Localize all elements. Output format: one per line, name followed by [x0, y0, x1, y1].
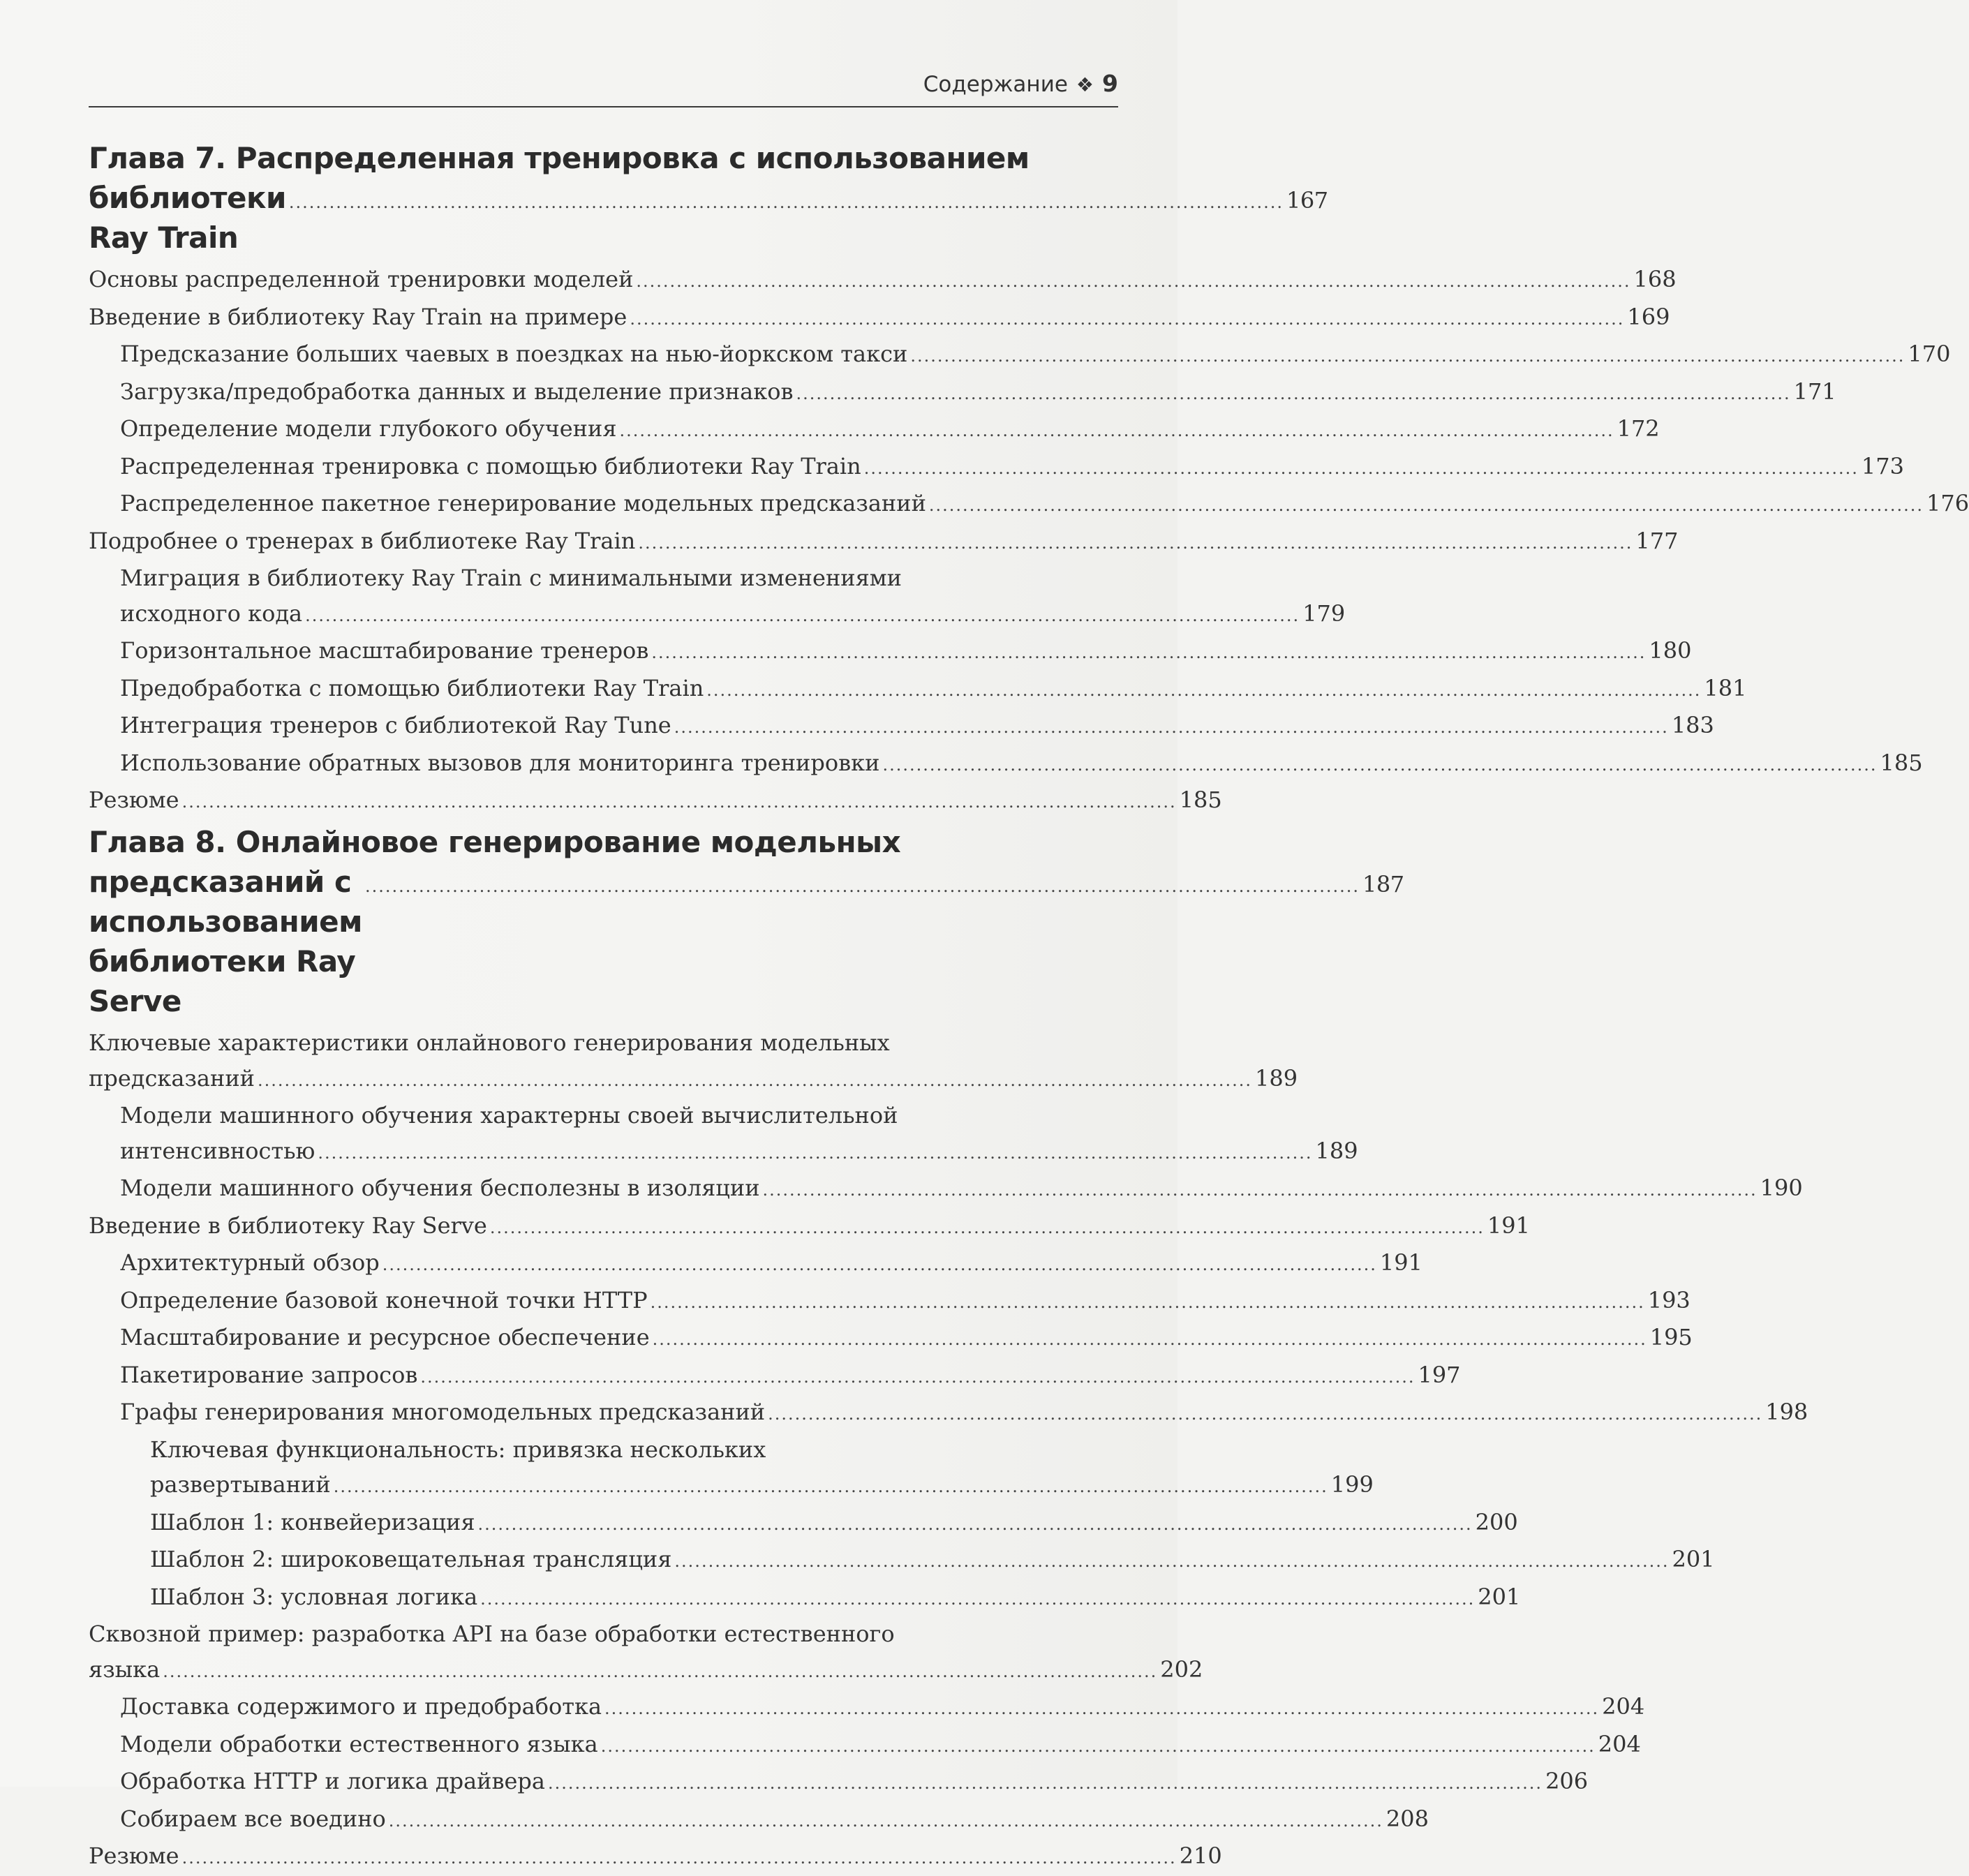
header-title: Содержание [923, 72, 1068, 97]
chapter-title[interactable] [89, 138, 1328, 258]
toc-entry[interactable] [89, 633, 1692, 671]
entry-title-line1[interactable]: Ключевые характеристики онлайнового генерирования модельных [89, 1029, 890, 1056]
toc-entry[interactable] [89, 1283, 1691, 1320]
toc-entry[interactable] [89, 1357, 1461, 1395]
leader-dots: .................................................................................................................................................... [181, 792, 1177, 812]
toc-entry[interactable] [89, 1467, 1374, 1505]
entry-title: Пакетирование запросов [120, 1361, 418, 1388]
leader-dots: .................................................................................................................................................... [762, 1180, 1758, 1200]
leader-dots: .................................................................................................................................................... [480, 1588, 1476, 1609]
toc-entry[interactable] [89, 411, 1660, 449]
entry-title-line1[interactable]: Ключевая функциональность: привязка нескольких [150, 1436, 766, 1463]
toc-entry[interactable] [89, 336, 1951, 374]
entry-page: 185 [1179, 787, 1222, 813]
leader-dots: .................................................................................................................................................... [489, 1217, 1485, 1237]
entry-page: 179 [1302, 600, 1346, 627]
toc-entry[interactable] [89, 1652, 1203, 1690]
leader-dots: .................................................................................................................................................... [333, 1477, 1328, 1496]
entry-page: 189 [1255, 1064, 1298, 1092]
entry-page: 204 [1598, 1730, 1641, 1757]
entry-page: 173 [1861, 452, 1904, 479]
chapter-title-line1: Глава 8. Онлайновое генерирование модельных [89, 825, 901, 859]
leader-dots: .................................................................................................................................................... [547, 1773, 1543, 1793]
entry-page: 202 [1160, 1655, 1203, 1683]
entry-title: Загрузка/предобработка данных и выделение признаков [120, 378, 794, 405]
toc-entry[interactable] [89, 708, 1714, 745]
toc-entry[interactable] [89, 596, 1346, 634]
header-page-number: 9 [1102, 70, 1118, 97]
toc-entry[interactable] [89, 1689, 1645, 1727]
entry-title: Горизонтальное масштабирование тренеров [120, 637, 649, 664]
leader-dots: .................................................................................................................................................... [318, 1142, 1313, 1163]
leader-dots: .................................................................................................................................................... [910, 346, 1905, 366]
leader-dots: .................................................................................................................................................... [638, 533, 1633, 553]
entry-title: исходного кода [120, 600, 303, 627]
leader-dots: .................................................................................................................................................... [674, 1551, 1670, 1571]
chapter-7-block [89, 138, 1969, 820]
entry-title: Шаблон 3: условная логика [150, 1583, 478, 1610]
entry-page: 191 [1379, 1249, 1422, 1276]
entry-title: Предобработка с помощью библиотеки Ray Train [120, 674, 704, 701]
toc-entry[interactable] [89, 1727, 1641, 1764]
entry-title: Подробнее о тренерах в библиотеке Ray Train [89, 527, 636, 554]
leader-dots: .................................................................................................................................................... [796, 383, 1791, 403]
entry-page: 185 [1880, 749, 1923, 776]
entry-title: Определение модели глубокого обучения [120, 415, 617, 442]
running-header [89, 70, 1118, 107]
toc-entry[interactable] [89, 449, 1904, 486]
toc-entry[interactable] [89, 299, 1670, 337]
entry-page: 190 [1760, 1175, 1803, 1201]
leader-dots: .................................................................................................................................................... [181, 1848, 1177, 1868]
entry-page: 180 [1649, 637, 1692, 664]
entry-title: предсказаний [89, 1064, 255, 1092]
chapter-title[interactable] [89, 822, 1404, 1021]
entry-title: Введение в библиотеку Ray Serve [89, 1212, 487, 1239]
leader-dots: .................................................................................................................................................... [305, 605, 1300, 625]
entry-title: Модели машинного обучения бесполезны в изоляции [120, 1175, 760, 1201]
leader-dots: .................................................................................................................................................... [600, 1736, 1596, 1756]
entry-title: Собираем все воедино [120, 1805, 386, 1832]
entry-title-line1[interactable]: Сквозной пример: разработка API на базе обработки естественного [89, 1621, 895, 1647]
chapter-title-line1: Глава 7. Распределенная тренировка с использованием [89, 141, 1030, 175]
entry-page: 189 [1315, 1137, 1358, 1164]
entry-page: 176 [1926, 490, 1969, 516]
entry-title: Использование обратных вызовов для мониторинга тренировки [120, 749, 880, 776]
toc-entry[interactable] [89, 1579, 1521, 1617]
entry-title: Архитектурный обзор [120, 1249, 380, 1276]
toc-entry[interactable] [89, 374, 1836, 412]
toc-entry[interactable] [89, 1542, 1715, 1579]
leader-dots: .................................................................................................................................................... [477, 1514, 1473, 1534]
chapter-8-block [89, 822, 1808, 1876]
toc-entry[interactable] [89, 1764, 1589, 1801]
entry-title-line1[interactable]: Миграция в библиотеку Ray Train с минимальными изменениями [120, 565, 902, 591]
leader-dots: .................................................................................................................................................... [163, 1661, 1158, 1681]
entry-title: Обработка HTTP и логика драйвера [120, 1768, 545, 1794]
entry-page: 169 [1627, 303, 1670, 330]
entry-page: 170 [1908, 341, 1951, 367]
leader-dots: .................................................................................................................................................... [420, 1367, 1416, 1387]
entry-page: 197 [1418, 1361, 1461, 1388]
entry-title: Модели обработки естественного языка [120, 1730, 598, 1757]
entry-page: 208 [1385, 1805, 1429, 1832]
leader-dots: .................................................................................................................................................... [650, 1292, 1645, 1312]
leader-dots: .................................................................................................................................................... [619, 421, 1614, 440]
entry-page: 200 [1475, 1508, 1518, 1535]
entry-title: Графы генерирования многомодельных предсказаний [120, 1399, 766, 1425]
entry-page: 210 [1179, 1842, 1222, 1869]
leader-dots: .................................................................................................................................................... [288, 193, 1284, 212]
leader-dots: .................................................................................................................................................... [636, 271, 1631, 291]
leader-dots: .................................................................................................................................................... [257, 1070, 1253, 1090]
leader-dots: .................................................................................................................................................... [364, 877, 1360, 896]
chapter-page: 187 [1362, 871, 1404, 898]
entry-page: 191 [1487, 1212, 1530, 1239]
toc-entry[interactable] [89, 1061, 1298, 1099]
entry-page: 206 [1545, 1768, 1589, 1794]
entry-page: 181 [1704, 674, 1747, 701]
entry-title: развертываний [150, 1471, 331, 1498]
entry-page: 177 [1635, 527, 1679, 554]
leader-dots: .................................................................................................................................................... [863, 458, 1859, 478]
leader-dots: .................................................................................................................................................... [928, 496, 1924, 515]
entry-page: 201 [1478, 1583, 1521, 1610]
entry-page: 172 [1617, 415, 1660, 442]
toc-entry[interactable] [89, 1505, 1518, 1542]
leader-dots: .................................................................................................................................................... [882, 754, 1878, 775]
toc-entry[interactable] [89, 523, 1679, 561]
entry-title: Определение базовой конечной точки HTTP [120, 1286, 648, 1313]
toc-entry[interactable] [89, 1320, 1693, 1357]
leader-dots: .................................................................................................................................................... [768, 1404, 1763, 1424]
leader-dots: .................................................................................................................................................... [674, 717, 1669, 737]
entry-page: 199 [1330, 1471, 1374, 1498]
toc-entry[interactable] [89, 1838, 1222, 1876]
toc-entry[interactable] [89, 486, 1969, 523]
toc-entry[interactable] [89, 1170, 1803, 1208]
toc-entry[interactable] [89, 1133, 1358, 1171]
entry-title: Масштабирование и ресурсное обеспечение [120, 1324, 650, 1350]
toc-entry[interactable] [89, 745, 1923, 783]
leader-dots: .................................................................................................................................................... [388, 1810, 1383, 1831]
entry-title: языка [89, 1655, 161, 1683]
entry-title: Интеграция тренеров с библиотекой Ray Tune [120, 712, 671, 738]
toc-entry[interactable] [89, 262, 1677, 299]
leader-dots: .................................................................................................................................................... [382, 1255, 1377, 1274]
entry-page: 195 [1649, 1324, 1693, 1350]
leader-dots: .................................................................................................................................................... [651, 643, 1647, 662]
entry-page: 168 [1633, 266, 1677, 292]
entry-title: Доставка содержимого и предобработка [120, 1693, 602, 1720]
chapter-title-line2: предсказаний с использованием библиотеки Ray Serve [89, 865, 362, 1018]
entry-title-line1[interactable]: Модели машинного обучения характерны своей вычислительной [120, 1102, 898, 1129]
leader-dots: .................................................................................................................................................... [604, 1699, 1600, 1718]
entry-page: 193 [1647, 1286, 1691, 1313]
entry-title: Предсказание больших чаевых в поездках на нью-йоркском такси [120, 341, 908, 367]
toc-entry[interactable] [89, 1801, 1429, 1839]
leader-dots: .................................................................................................................................................... [652, 1330, 1647, 1349]
entry-title: Распределенная тренировка с помощью библиотеки Ray Train [120, 452, 861, 479]
entry-page: 198 [1765, 1399, 1808, 1425]
entry-title: интенсивностью [120, 1137, 315, 1164]
entry-title: Резюме [89, 787, 179, 813]
entry-title: Резюме [89, 1842, 179, 1869]
entry-title: Введение в библиотеку Ray Train на примере [89, 303, 627, 330]
entry-title: Шаблон 1: конвейеризация [150, 1508, 475, 1535]
entry-page: 171 [1793, 378, 1836, 405]
toc-entry[interactable] [89, 782, 1222, 820]
chapter-title-line2: библиотеки Ray Train [89, 181, 286, 255]
leader-dots: .................................................................................................................................................... [706, 680, 1702, 700]
toc-entry[interactable] [89, 1208, 1530, 1246]
chapter-page: 167 [1286, 187, 1328, 214]
entry-page: 204 [1602, 1693, 1645, 1720]
toc-entry[interactable] [89, 1245, 1422, 1283]
toc-entry[interactable] [89, 1394, 1808, 1432]
entry-title: Шаблон 2: широковещательная трансляция [150, 1546, 672, 1572]
entry-title: Распределенное пакетное генерирование модельных предсказаний [120, 490, 926, 516]
leader-dots: .................................................................................................................................................... [630, 308, 1625, 329]
entry-page: 201 [1672, 1546, 1715, 1572]
toc-entry[interactable] [89, 671, 1747, 708]
ornament-icon: ❖ [1076, 73, 1094, 96]
entry-title: Основы распределенной тренировки моделей [89, 266, 634, 292]
entry-page: 183 [1671, 712, 1714, 738]
